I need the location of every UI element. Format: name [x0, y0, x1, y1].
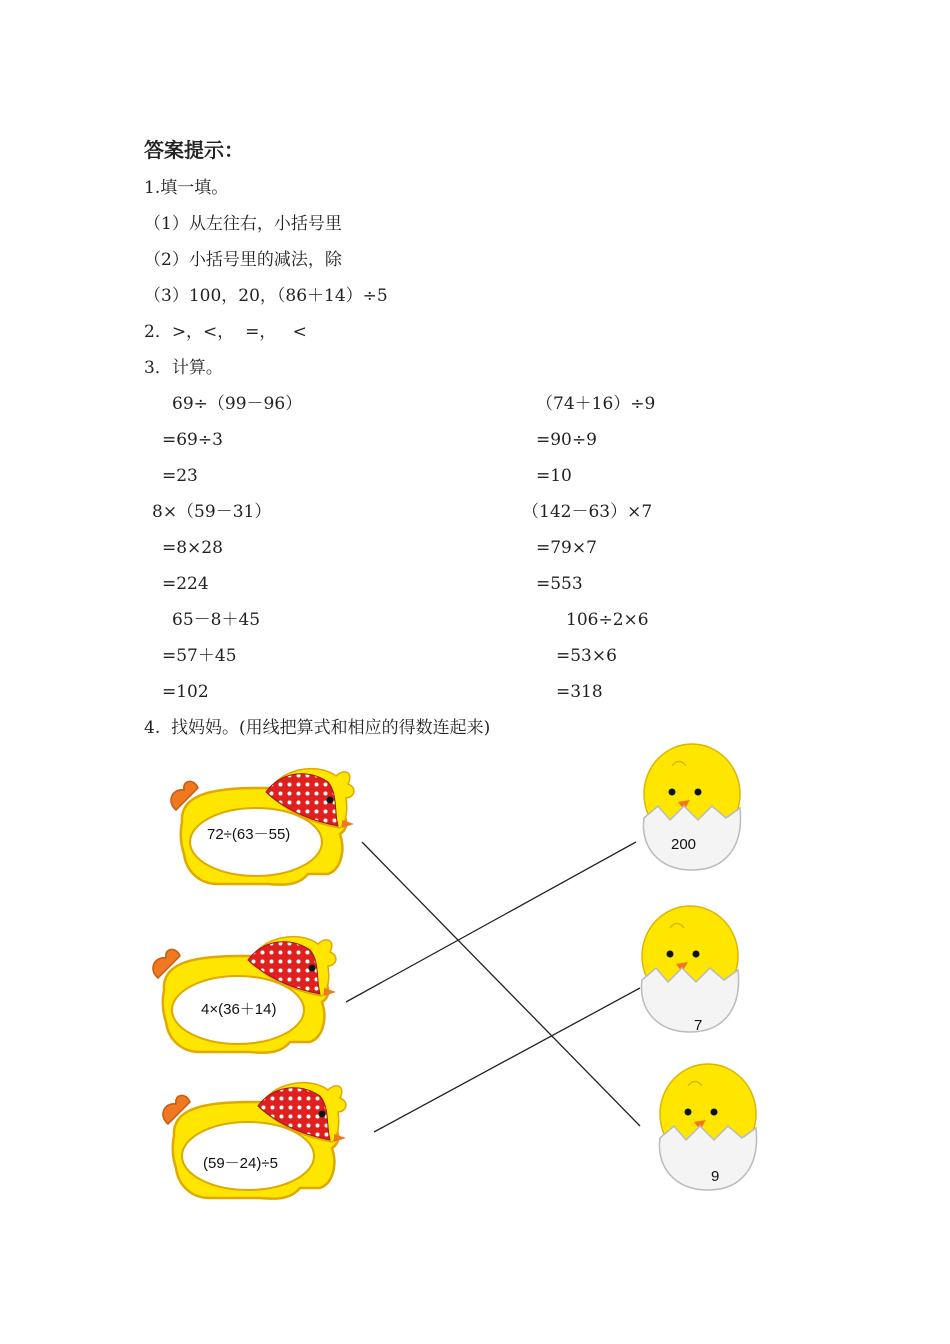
- q4-heading: 4. 找妈妈。(用线把算式和相应的得数连起来): [144, 718, 491, 738]
- chick-number: 9: [711, 1168, 720, 1185]
- calc-left-2-step: =8×28: [162, 538, 223, 558]
- chick-3: [659, 1064, 756, 1190]
- calc-left-1-expr: 69÷（99－96）: [172, 394, 303, 414]
- chick-number: 7: [694, 1017, 703, 1034]
- calc-left-2-expr: 8×（59－31）: [152, 502, 272, 522]
- q2-answers: 2．>，<， =， <: [144, 322, 307, 342]
- match-line-2: [346, 842, 636, 1002]
- q1-item: （1）从左往右，小括号里: [144, 214, 342, 234]
- q1-item: （2）小括号里的减法，除: [144, 250, 342, 270]
- calc-right-3-result: =318: [556, 682, 603, 702]
- calc-left-1-result: =23: [162, 466, 198, 486]
- hen-3: [163, 1083, 346, 1199]
- calc-right-1-expr: （74＋16）÷9: [536, 394, 656, 414]
- calc-right-3-step: =53×6: [556, 646, 617, 666]
- match-line-1: [362, 842, 640, 1126]
- q3-heading: 3．计算。: [144, 358, 223, 378]
- calc-left-3-expr: 65－8＋45: [172, 610, 261, 630]
- calc-left-2-result: =224: [162, 574, 209, 594]
- calc-right-1-step: =90÷9: [536, 430, 597, 450]
- calc-left-3-step: =57＋45: [162, 646, 237, 666]
- calc-right-2-result: =553: [536, 574, 583, 594]
- chick-2: [641, 906, 738, 1032]
- hen-expression: 72÷(63－55): [207, 826, 291, 843]
- q1-item: （3）100，20，（86＋14）÷5: [144, 286, 388, 306]
- q1-heading: 1.填一填。: [144, 178, 229, 198]
- hen-expression: (59－24)÷5: [203, 1155, 278, 1172]
- answer-title: 答案提示：: [144, 138, 244, 162]
- calc-left-1-step: =69÷3: [162, 430, 223, 450]
- hen-2: [153, 937, 336, 1053]
- calc-right-2-expr: （142－63）×7: [522, 502, 653, 522]
- calc-left-3-result: =102: [162, 682, 209, 702]
- chick-number: 200: [671, 836, 697, 853]
- calc-right-2-step: =79×7: [536, 538, 597, 558]
- hen-expression: 4×(36＋14): [201, 1001, 277, 1018]
- match-line-3: [374, 988, 640, 1132]
- calc-right-1-result: =10: [536, 466, 572, 486]
- calc-right-3-expr: 106÷2×6: [566, 610, 649, 630]
